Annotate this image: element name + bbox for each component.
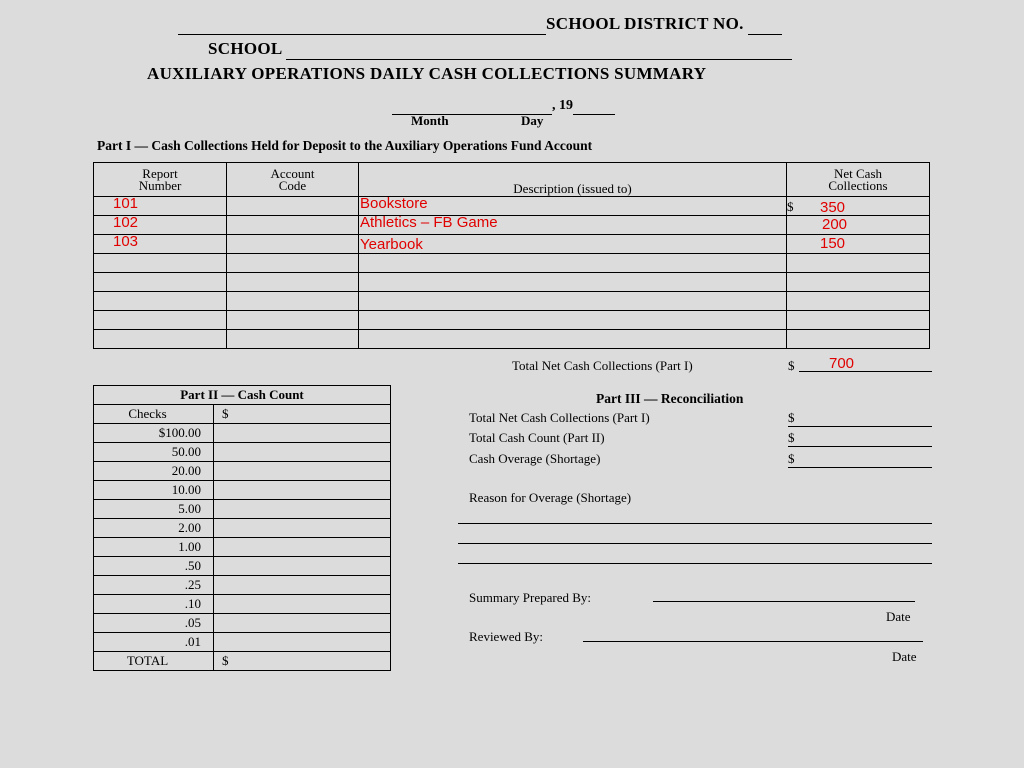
amount-cell[interactable] — [214, 424, 391, 443]
reconciliation-label: Cash Overage (Shortage) — [469, 451, 601, 466]
cash-count-row — [94, 481, 391, 500]
reconciliation-value-field[interactable]: $ — [788, 430, 932, 447]
reason-line-1[interactable] — [458, 523, 932, 524]
part1-heading: Part I — Cash Collections Held for Deposit to the Auxiliary Operations Fund Account — [97, 138, 593, 153]
reviewed-by-label: Reviewed By: — [469, 629, 544, 644]
year-blank[interactable] — [573, 98, 615, 115]
report-number-cell[interactable]: 102 — [94, 216, 227, 235]
part2-heading: Part II — Cash Count — [94, 386, 391, 405]
cash-count-row — [94, 538, 391, 557]
prepared-date-label: Date — [886, 609, 911, 624]
district-label: SCHOOL DISTRICT NO. — [546, 14, 744, 33]
net-cash-cell[interactable] — [787, 273, 930, 292]
net-cash-cell[interactable]: 200 — [787, 216, 930, 235]
part1-table — [93, 162, 930, 349]
denomination-cell: .01 — [94, 633, 214, 652]
net-cash-cell[interactable] — [787, 311, 930, 330]
description-cell[interactable] — [359, 330, 787, 349]
denomination-cell: .10 — [94, 595, 214, 614]
account-code-cell[interactable] — [227, 235, 359, 254]
cash-count-row — [94, 443, 391, 462]
account-code-cell[interactable] — [227, 330, 359, 349]
denomination-cell: 5.00 — [94, 500, 214, 519]
denomination-cell: .05 — [94, 614, 214, 633]
report-number-cell[interactable] — [94, 273, 227, 292]
denomination-cell: TOTAL — [94, 652, 214, 671]
col-net-cash: Net Cash Collections — [787, 163, 930, 197]
denomination-cell: $100.00 — [94, 424, 214, 443]
cash-count-row — [94, 462, 391, 481]
cash-count-row — [94, 519, 391, 538]
district-number-blank[interactable] — [748, 14, 782, 35]
part1-total-field[interactable] — [799, 371, 932, 372]
district-name-blank[interactable] — [178, 14, 546, 35]
reconciliation-value-field[interactable]: $ — [788, 410, 932, 427]
cash-count-row — [94, 557, 391, 576]
amount-cell[interactable] — [214, 557, 391, 576]
amount-cell[interactable] — [214, 443, 391, 462]
cash-count-row — [94, 576, 391, 595]
part1-total-label: Total Net Cash Collections (Part I) — [512, 358, 693, 373]
prepared-by-label: Summary Prepared By: — [469, 590, 592, 605]
cash-count-row — [94, 595, 391, 614]
district-line — [178, 14, 782, 35]
reconciliation-value-field[interactable]: $ — [788, 451, 932, 468]
net-cash-cell[interactable] — [787, 330, 930, 349]
account-code-cell[interactable] — [227, 216, 359, 235]
col-report-number: Report Number — [94, 163, 227, 197]
part1-row — [94, 197, 930, 216]
description-cell[interactable] — [359, 292, 787, 311]
reason-line-3[interactable] — [458, 563, 932, 564]
amount-cell[interactable]: $ — [214, 405, 391, 424]
net-cash-cell[interactable]: 150 — [787, 235, 930, 254]
net-cash-cell[interactable] — [787, 254, 930, 273]
school-name-blank[interactable] — [286, 39, 792, 60]
amount-cell[interactable] — [214, 614, 391, 633]
year-prefix: , 19 — [552, 98, 573, 113]
school-label: SCHOOL — [208, 39, 282, 58]
account-code-cell[interactable] — [227, 197, 359, 216]
part1-row — [94, 254, 930, 273]
account-code-cell[interactable] — [227, 311, 359, 330]
denomination-cell: 50.00 — [94, 443, 214, 462]
part1-row — [94, 273, 930, 292]
cash-count-row — [94, 652, 391, 671]
cash-count-row — [94, 614, 391, 633]
amount-cell[interactable] — [214, 481, 391, 500]
denomination-cell: 20.00 — [94, 462, 214, 481]
amount-cell[interactable] — [214, 633, 391, 652]
part1-total-value: 700 — [829, 355, 855, 372]
net-cash-cell[interactable]: $ 350 — [787, 197, 930, 216]
denomination-cell: .25 — [94, 576, 214, 595]
amount-cell[interactable]: $ — [214, 652, 391, 671]
denomination-cell: 2.00 — [94, 519, 214, 538]
report-number-cell[interactable] — [94, 254, 227, 273]
description-cell[interactable]: Yearbook — [359, 235, 787, 254]
denomination-cell: Checks — [94, 405, 214, 424]
amount-cell[interactable] — [214, 500, 391, 519]
month-label: Month — [411, 113, 449, 128]
account-code-cell[interactable] — [227, 273, 359, 292]
denomination-cell: 10.00 — [94, 481, 214, 500]
part1-row — [94, 311, 930, 330]
amount-cell[interactable] — [214, 576, 391, 595]
description-cell[interactable] — [359, 311, 787, 330]
report-number-cell[interactable] — [94, 292, 227, 311]
amount-cell[interactable] — [214, 595, 391, 614]
amount-cell[interactable] — [214, 538, 391, 557]
reconciliation-label: Total Net Cash Collections (Part I) — [469, 410, 650, 425]
school-line — [208, 39, 792, 60]
description-cell[interactable] — [359, 273, 787, 292]
cash-count-row — [94, 500, 391, 519]
cash-count-row — [94, 633, 391, 652]
report-number-cell[interactable] — [94, 311, 227, 330]
description-cell[interactable]: Bookstore — [359, 197, 787, 216]
description-cell[interactable] — [359, 254, 787, 273]
reason-label: Reason for Overage (Shortage) — [469, 490, 632, 505]
report-number-cell[interactable] — [94, 330, 227, 349]
account-code-cell[interactable] — [227, 254, 359, 273]
part1-row — [94, 330, 930, 349]
report-number-cell[interactable]: 103 — [94, 235, 227, 254]
part1-row — [94, 235, 930, 254]
col-account-code: Account Code — [227, 163, 359, 197]
col-description: Description (issued to) — [359, 163, 787, 197]
part1-header-row — [94, 163, 930, 197]
reviewed-date-label: Date — [892, 649, 917, 664]
account-code-cell[interactable] — [227, 292, 359, 311]
net-cash-cell[interactable] — [787, 292, 930, 311]
reason-line-2[interactable] — [458, 543, 932, 544]
form-title: AUXILIARY OPERATIONS DAILY CASH COLLECTIONS SUMMARY — [147, 64, 707, 83]
description-cell[interactable]: Athletics – FB Game — [359, 216, 787, 235]
amount-cell[interactable] — [214, 462, 391, 481]
cash-count-row — [94, 424, 391, 443]
reconciliation-label: Total Cash Count (Part II) — [469, 430, 605, 445]
part1-row — [94, 292, 930, 311]
part1-row — [94, 216, 930, 235]
reviewed-by-line[interactable] — [583, 641, 923, 642]
report-number-cell[interactable]: 101 — [94, 197, 227, 216]
denomination-cell: 1.00 — [94, 538, 214, 557]
denomination-cell: .50 — [94, 557, 214, 576]
cash-count-row — [94, 405, 391, 424]
part3-heading: Part III — Reconciliation — [596, 391, 744, 406]
prepared-by-line[interactable] — [653, 601, 915, 602]
amount-cell[interactable] — [214, 519, 391, 538]
part1-total-dollar: $ — [788, 358, 795, 373]
day-label: Day — [521, 113, 544, 128]
part2-table — [93, 385, 391, 671]
